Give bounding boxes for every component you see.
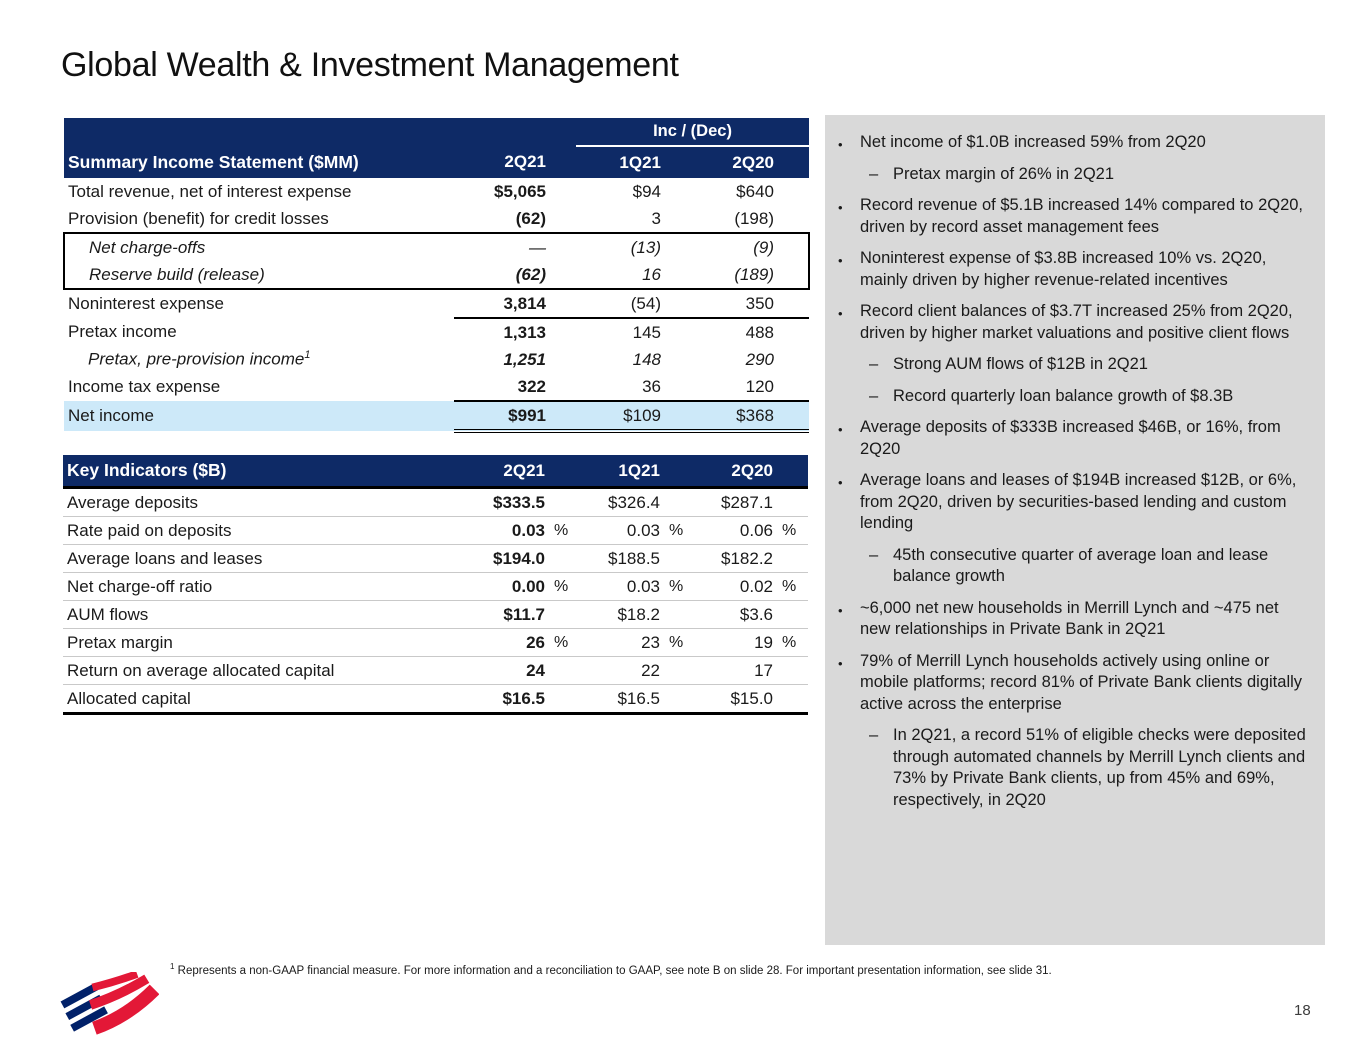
col-header-1q21: 1Q21 bbox=[575, 455, 660, 488]
key-table-title: Key Indicators ($B) bbox=[63, 455, 453, 488]
value-1q21: 36 bbox=[576, 373, 661, 401]
row-label: Average deposits bbox=[67, 492, 199, 512]
value-1q21: (13) bbox=[576, 233, 661, 261]
row-label: Pretax income bbox=[68, 322, 177, 341]
value-2q21: $16.5 bbox=[453, 685, 545, 714]
unit-1q21: % bbox=[660, 517, 690, 545]
sub-bullet-item bbox=[825, 725, 1310, 811]
value-2q21: $11.7 bbox=[453, 601, 545, 629]
table-row bbox=[63, 601, 808, 629]
bullet-marker: • bbox=[838, 137, 843, 152]
bullet-marker: – bbox=[869, 726, 879, 744]
spacer-cell bbox=[774, 146, 809, 178]
value-2q20: 488 bbox=[745, 322, 774, 342]
unit-2q20 bbox=[773, 657, 808, 685]
row-label: Net charge-off ratio bbox=[63, 573, 453, 601]
row-label: Rate paid on deposits bbox=[63, 517, 453, 545]
bullet-text: Average loans and leases of $194B increased $12B, or 6%, from 2Q20, driven by securities-based lending and custom lending bbox=[860, 471, 1297, 532]
spacer-cell bbox=[546, 401, 576, 431]
spacer-cell bbox=[774, 346, 809, 373]
bullet-marker: • bbox=[838, 475, 843, 490]
bullet-marker: – bbox=[869, 386, 879, 405]
spacer-cell bbox=[545, 455, 575, 488]
value-2q20: (198) bbox=[734, 208, 774, 228]
unit-2q20: % bbox=[773, 517, 808, 545]
value-2q20: $368 bbox=[691, 401, 774, 431]
unit-2q20 bbox=[773, 685, 808, 714]
inc-dec-group-row bbox=[64, 118, 809, 146]
row-label: Provision (benefit) for credit losses bbox=[68, 208, 329, 228]
table-row bbox=[64, 346, 809, 373]
income-column-header-row bbox=[64, 146, 809, 178]
value-1q21: 148 bbox=[632, 349, 661, 369]
unit-1q21: % bbox=[660, 629, 690, 657]
table-row bbox=[63, 517, 808, 545]
bullet-text: Average deposits of $333B increased $46B, or 16%, from 2Q20 bbox=[860, 418, 1281, 458]
bullet-item bbox=[825, 417, 1310, 460]
bullet-marker: – bbox=[869, 545, 879, 564]
unit-2q21: % bbox=[545, 517, 575, 545]
spacer-cell bbox=[661, 318, 691, 346]
spacer-cell bbox=[774, 261, 809, 289]
summary-income-statement-table bbox=[63, 118, 810, 433]
value-1q21: $94 bbox=[632, 181, 661, 201]
value-1q21: 0.03 bbox=[575, 517, 660, 545]
sub-bullet-item bbox=[825, 386, 1310, 408]
unit-2q20 bbox=[773, 488, 808, 517]
spacer-cell bbox=[773, 455, 808, 488]
spacer-cell bbox=[774, 233, 809, 261]
row-label: Pretax margin bbox=[63, 629, 453, 657]
spacer-cell bbox=[546, 373, 576, 401]
unit-2q21 bbox=[545, 488, 575, 517]
bullet-text: 79% of Merrill Lynch households actively using online or mobile platforms; record 81% of Private Bank clients digitally active across the enterprise bbox=[860, 651, 1303, 713]
value-1q21: 3 bbox=[651, 208, 661, 228]
unit-2q21 bbox=[545, 685, 575, 714]
bullet-item bbox=[825, 598, 1310, 641]
spacer-cell bbox=[546, 205, 576, 233]
bullet-text: Strong AUM flows of $12B in 2Q21 bbox=[893, 355, 1148, 373]
spacer-cell bbox=[660, 455, 690, 488]
bullet-text: Record quarterly loan balance growth of $8.3B bbox=[893, 386, 1234, 405]
footnote-marker: 1 bbox=[170, 962, 175, 971]
row-label: Return on average allocated capital bbox=[63, 657, 453, 685]
value-2q21: $333.5 bbox=[493, 492, 545, 512]
unit-2q21 bbox=[545, 601, 575, 629]
income-table-header bbox=[64, 118, 809, 178]
table-row bbox=[63, 685, 808, 714]
table-row bbox=[64, 318, 809, 346]
table-row bbox=[64, 178, 809, 205]
bullet-marker: – bbox=[869, 355, 879, 373]
spacer-cell bbox=[661, 146, 691, 178]
row-label: Allocated capital bbox=[63, 685, 453, 714]
value-2q20: (9) bbox=[691, 233, 774, 261]
unit-2q21: % bbox=[545, 629, 575, 657]
value-2q21: $194.0 bbox=[453, 545, 545, 573]
bullet-text: ~6,000 net new households in Merrill Lynch and ~475 net new relationships in Private Bank in 2Q21 bbox=[860, 598, 1279, 638]
bullet-item bbox=[825, 651, 1310, 716]
value-2q21: 3,814 bbox=[454, 289, 546, 318]
table-row bbox=[64, 289, 809, 318]
key-column-header-row bbox=[63, 455, 808, 488]
page-number: 18 bbox=[1294, 1002, 1311, 1019]
key-indicators-table bbox=[63, 455, 808, 715]
value-2q21: (62) bbox=[454, 261, 546, 289]
value-2q20: 120 bbox=[691, 373, 774, 401]
value-1q21: 22 bbox=[575, 657, 660, 685]
spacer-cell bbox=[774, 178, 809, 205]
footnote-ref: 1 bbox=[304, 349, 311, 362]
value-1q21: (54) bbox=[576, 289, 661, 318]
unit-1q21 bbox=[660, 488, 690, 517]
bullet-item bbox=[825, 301, 1310, 344]
table-row bbox=[64, 205, 809, 233]
spacer-cell bbox=[661, 178, 691, 205]
row-label: Total revenue, net of interest expense bbox=[68, 181, 352, 201]
bullet-marker: • bbox=[838, 306, 843, 321]
unit-2q21 bbox=[545, 657, 575, 685]
spacer-cell bbox=[546, 346, 576, 373]
bullet-text: Record revenue of $5.1B increased 14% compared to 2Q20, driven by record asset management fees bbox=[860, 196, 1304, 236]
footnote bbox=[170, 962, 1150, 977]
value-1q21: $18.2 bbox=[575, 601, 660, 629]
spacer-cell bbox=[661, 373, 691, 401]
value-2q21: $991 bbox=[454, 401, 546, 431]
bullet-item bbox=[825, 470, 1310, 535]
bullet-marker: • bbox=[838, 422, 843, 437]
bullet-marker: • bbox=[838, 655, 843, 671]
table-row bbox=[64, 373, 809, 401]
spacer-cell bbox=[546, 261, 576, 289]
spacer-cell bbox=[661, 289, 691, 318]
bullet-marker: • bbox=[838, 602, 843, 618]
spacer-cell bbox=[546, 233, 576, 261]
bullet-item bbox=[825, 132, 1310, 154]
unit-2q20: % bbox=[773, 629, 808, 657]
footnote-text: Represents a non-GAAP financial measure. For more information and a reconciliation to GAAP, see note B on slide 28. For important presentation information, see slide 31. bbox=[174, 964, 1052, 977]
table-row bbox=[63, 657, 808, 685]
row-label: Noninterest expense bbox=[68, 294, 224, 313]
unit-1q21 bbox=[660, 657, 690, 685]
spacer-cell bbox=[64, 118, 576, 146]
value-1q21: $326.4 bbox=[608, 492, 660, 512]
value-2q20: 0.06 bbox=[690, 517, 773, 545]
inc-dec-group-label: Inc / (Dec) bbox=[576, 118, 809, 146]
value-1q21: $16.5 bbox=[575, 685, 660, 714]
value-2q20: 19 bbox=[690, 629, 773, 657]
value-2q21: 24 bbox=[453, 657, 545, 685]
table-row bbox=[63, 629, 808, 657]
value-2q21: (62) bbox=[515, 208, 546, 228]
bullet-text: Noninterest expense of $3.8B increased 10% vs. 2Q20, mainly driven by higher revenue-related incentives bbox=[860, 249, 1267, 289]
spacer-cell bbox=[661, 233, 691, 261]
unit-2q21 bbox=[545, 545, 575, 573]
value-2q20: $287.1 bbox=[721, 492, 773, 512]
bullet-text: Record client balances of $3.7T increased 25% from 2Q20, driven by higher market valuations and positive client flows bbox=[860, 302, 1293, 342]
value-2q20: 290 bbox=[745, 349, 774, 369]
page-title: Global Wealth & Investment Management bbox=[61, 46, 679, 84]
spacer-cell bbox=[546, 146, 576, 178]
sub-bullet-item bbox=[825, 545, 1310, 588]
value-2q21: 1,251 bbox=[503, 349, 546, 369]
spacer-cell bbox=[661, 205, 691, 233]
row-label: Net income bbox=[64, 401, 454, 431]
value-2q20: $182.2 bbox=[690, 545, 773, 573]
spacer-cell bbox=[661, 401, 691, 431]
bank-of-america-flag-logo bbox=[57, 972, 159, 1036]
value-2q21: 0.03 bbox=[453, 517, 545, 545]
bullet-text: 45th consecutive quarter of average loan and lease balance growth bbox=[893, 545, 1269, 585]
col-header-2q21: 2Q21 bbox=[453, 455, 545, 488]
value-2q20: 17 bbox=[690, 657, 773, 685]
value-2q20: $15.0 bbox=[690, 685, 773, 714]
bullet-marker: • bbox=[838, 200, 843, 215]
value-2q21: 1,313 bbox=[503, 322, 546, 342]
bullet-text: In 2Q21, a record 51% of eligible checks were deposited through automated channels by Merrill Lynch clients and 73% by Private Bank clients, up from 45% and 69%, respectively, in 2Q20 bbox=[893, 726, 1306, 809]
bullet-marker: • bbox=[838, 253, 843, 268]
spacer-cell bbox=[774, 373, 809, 401]
value-2q20: (189) bbox=[691, 261, 774, 289]
bullet-text: Net income of $1.0B increased 59% from 2Q20 bbox=[860, 133, 1206, 151]
spacer-cell bbox=[661, 261, 691, 289]
bullet-item bbox=[825, 195, 1310, 238]
unit-1q21 bbox=[660, 685, 690, 714]
bullet-item bbox=[825, 248, 1310, 291]
table-row bbox=[64, 233, 809, 261]
col-header-2q20: 2Q20 bbox=[690, 455, 773, 488]
spacer-cell bbox=[774, 318, 809, 346]
spacer-cell bbox=[774, 401, 809, 431]
value-2q20: 0.02 bbox=[690, 573, 773, 601]
value-2q21: — bbox=[454, 233, 546, 261]
spacer-cell bbox=[546, 289, 576, 318]
unit-1q21 bbox=[660, 545, 690, 573]
value-2q21: $5,065 bbox=[494, 181, 546, 201]
value-1q21: 0.03 bbox=[575, 573, 660, 601]
value-1q21: $188.5 bbox=[575, 545, 660, 573]
col-header-2q20: 2Q20 bbox=[732, 152, 774, 172]
unit-2q20 bbox=[773, 545, 808, 573]
unit-1q21: % bbox=[660, 573, 690, 601]
table-row bbox=[63, 488, 808, 517]
col-header-2q21: 2Q21 bbox=[504, 152, 546, 171]
value-1q21: 145 bbox=[632, 322, 661, 342]
value-2q21: 322 bbox=[454, 373, 546, 401]
spacer-cell bbox=[774, 205, 809, 233]
value-2q21: 0.00 bbox=[453, 573, 545, 601]
spacer-cell bbox=[774, 289, 809, 318]
bullet-marker: – bbox=[869, 164, 879, 183]
value-2q21: 26 bbox=[453, 629, 545, 657]
unit-2q20: % bbox=[773, 573, 808, 601]
key-table-header bbox=[63, 455, 808, 488]
unit-1q21 bbox=[660, 601, 690, 629]
spacer-cell bbox=[661, 346, 691, 373]
row-label: Pretax, pre-provision income$^1$ bbox=[88, 349, 311, 369]
sub-bullet-item bbox=[825, 354, 1310, 376]
table-row bbox=[64, 261, 809, 289]
row-label: Income tax expense bbox=[68, 377, 221, 396]
commentary-panel bbox=[825, 115, 1325, 945]
spacer-cell bbox=[546, 178, 576, 205]
value-2q20: $640 bbox=[736, 181, 774, 201]
value-2q20: 350 bbox=[691, 289, 774, 318]
sub-bullet-item bbox=[825, 164, 1310, 186]
income-table-title: Summary Income Statement ($MM) bbox=[68, 151, 359, 172]
table-row bbox=[63, 545, 808, 573]
value-2q20: $3.6 bbox=[690, 601, 773, 629]
row-label: AUM flows bbox=[63, 601, 453, 629]
col-header-1q21: 1Q21 bbox=[619, 152, 661, 172]
value-1q21: $109 bbox=[576, 401, 661, 431]
unit-2q21: % bbox=[545, 573, 575, 601]
table-row bbox=[63, 573, 808, 601]
row-label: Net charge-offs bbox=[64, 233, 454, 261]
bullet-text: Pretax margin of 26% in 2Q21 bbox=[893, 164, 1115, 183]
row-label: Average loans and leases bbox=[63, 545, 453, 573]
table-row bbox=[64, 401, 809, 431]
spacer-cell bbox=[546, 318, 576, 346]
row-label: Reserve build (release) bbox=[64, 261, 454, 289]
value-1q21: 16 bbox=[576, 261, 661, 289]
value-1q21: 23 bbox=[575, 629, 660, 657]
unit-2q20 bbox=[773, 601, 808, 629]
